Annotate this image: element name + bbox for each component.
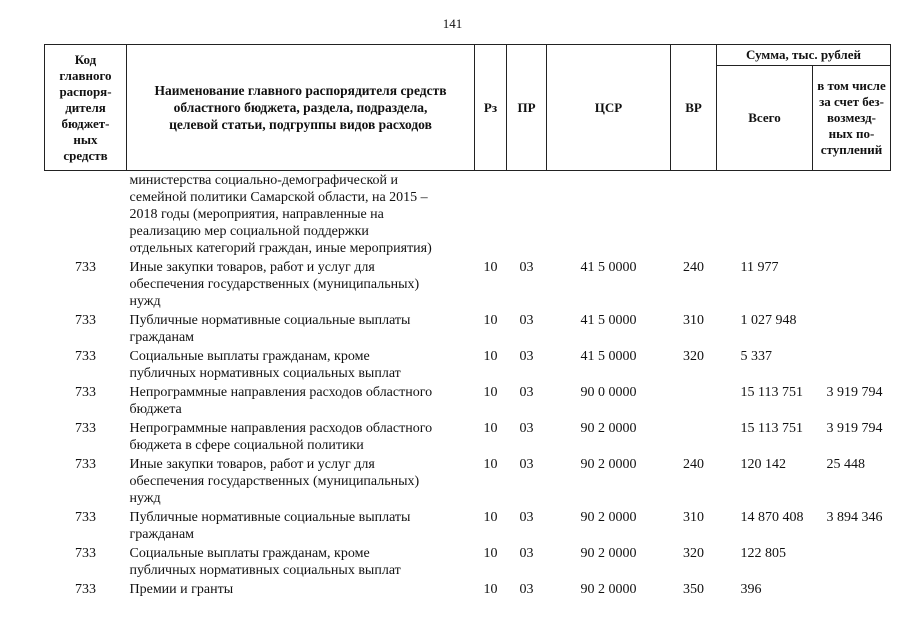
- text-line: реализацию мер социальной поддержки: [129, 224, 369, 239]
- text-line: бюджета в сфере социальной политики: [129, 438, 364, 453]
- text-line: возмезд-: [827, 110, 876, 125]
- table-row: [45, 259, 891, 312]
- cell-total: 122 805: [740, 546, 786, 561]
- text-line: целевой статьи, подгруппы видов расходов: [169, 117, 432, 132]
- cell-csr: 90 2 0000: [580, 457, 637, 472]
- budget-table: [44, 44, 891, 600]
- cell-code: 733: [75, 385, 96, 400]
- cell-csr: [547, 171, 671, 260]
- text-line: ных: [73, 131, 98, 147]
- cell-vr: 320: [683, 349, 704, 364]
- cell-pr: 03: [519, 457, 534, 472]
- header-total: Всего: [717, 66, 813, 171]
- cell-rz: 10: [483, 582, 498, 597]
- cell-code: [45, 171, 127, 260]
- cell-name: [127, 581, 475, 600]
- header-sum: Сумма, тыс. рублей: [717, 45, 891, 66]
- table-row: [45, 312, 891, 348]
- text-line: Публичные нормативные социальные выплаты: [129, 510, 411, 525]
- cell-total: 11 977: [740, 260, 779, 275]
- cell-name: [127, 348, 475, 384]
- cell-code: 733: [75, 546, 96, 561]
- cell-rz: 10: [483, 385, 498, 400]
- cell-rz: 10: [483, 313, 498, 328]
- text-line: бюджет-: [61, 115, 110, 131]
- header-code: [45, 45, 127, 171]
- text-line: главного: [59, 67, 112, 83]
- cell-total: 14 870 408: [740, 510, 804, 525]
- cell-rz: 10: [483, 349, 498, 364]
- table-row: [45, 420, 891, 456]
- text-line: отдельных категорий граждан, иные мероприятия): [129, 241, 432, 256]
- text-line: областного бюджета, раздела, подраздела,: [173, 100, 428, 115]
- cell-free: [813, 259, 891, 312]
- cell-csr: 41 5 0000: [580, 349, 637, 364]
- text-line: Непрограммные направления расходов областного: [129, 421, 433, 436]
- cell-vr: [671, 420, 717, 456]
- text-line: ступлений: [820, 142, 883, 157]
- text-line: бюджета: [129, 402, 182, 417]
- text-line: средств: [63, 147, 108, 163]
- cell-rz: 10: [483, 421, 498, 436]
- cell-vr: 310: [683, 313, 704, 328]
- cell-free: 25 448: [826, 457, 865, 472]
- text-line: семейной политики Самарской области, на 2015 –: [129, 190, 428, 205]
- table-row: [45, 171, 891, 260]
- text-line: Код: [74, 51, 97, 67]
- text-line: публичных нормативных социальных выплат: [129, 563, 401, 578]
- cell-csr: 90 2 0000: [580, 546, 637, 561]
- cell-vr: 240: [683, 260, 704, 275]
- table-row: [45, 509, 891, 545]
- cell-pr: 03: [519, 421, 534, 436]
- cell-pr: 03: [519, 313, 534, 328]
- page-number: 141: [442, 16, 463, 31]
- cell-total: 120 142: [740, 457, 786, 472]
- cell-pr: 03: [519, 349, 534, 364]
- cell-free: [813, 545, 891, 581]
- cell-name: [127, 259, 475, 312]
- table-row: [45, 545, 891, 581]
- cell-total: 1 027 948: [740, 313, 797, 328]
- cell-vr: [671, 171, 717, 260]
- cell-vr: [671, 384, 717, 420]
- cell-csr: 90 2 0000: [580, 582, 637, 597]
- text-line: Премии и гранты: [129, 582, 234, 597]
- text-line: обеспечения государственных (муниципальных): [129, 474, 420, 489]
- cell-vr: 320: [683, 546, 704, 561]
- cell-csr: 90 2 0000: [580, 421, 637, 436]
- cell-name: [127, 509, 475, 545]
- cell-code: 733: [75, 582, 96, 597]
- table-header: [45, 45, 891, 171]
- text-line: Социальные выплаты гражданам, кроме: [129, 349, 370, 364]
- cell-rz: 10: [483, 510, 498, 525]
- text-line: Непрограммные направления расходов областного: [129, 385, 433, 400]
- cell-total: 15 113 751: [740, 385, 803, 400]
- cell-code: 733: [75, 313, 96, 328]
- table-body: [45, 171, 891, 601]
- text-line: гражданам: [129, 330, 195, 345]
- cell-free: 3 919 794: [826, 421, 883, 436]
- cell-free: 3 919 794: [826, 385, 883, 400]
- text-line: распоря-: [59, 83, 112, 99]
- cell-code: 733: [75, 421, 96, 436]
- cell-total: [717, 171, 813, 260]
- text-line: ных по-: [828, 126, 875, 141]
- table-row: [45, 456, 891, 509]
- cell-rz: 10: [483, 457, 498, 472]
- header-pr: ПР: [507, 45, 547, 171]
- cell-total: 5 337: [740, 349, 772, 364]
- cell-free: [813, 348, 891, 384]
- text-line: гражданам: [129, 527, 195, 542]
- text-line: Социальные выплаты гражданам, кроме: [129, 546, 370, 561]
- cell-vr: 310: [683, 510, 704, 525]
- cell-total: 15 113 751: [740, 421, 803, 436]
- text-line: обеспечения государственных (муниципальных): [129, 277, 420, 292]
- cell-name: [127, 384, 475, 420]
- header-rz: Рз: [475, 45, 507, 171]
- table-row: [45, 384, 891, 420]
- cell-code: 733: [75, 260, 96, 275]
- cell-name: [127, 171, 475, 260]
- cell-code: 733: [75, 457, 96, 472]
- cell-pr: [507, 171, 547, 260]
- header-free: [813, 66, 891, 171]
- cell-total: 396: [740, 582, 762, 597]
- text-line: нужд: [129, 491, 161, 506]
- cell-pr: 03: [519, 260, 534, 275]
- cell-vr: 240: [683, 457, 704, 472]
- text-line: Публичные нормативные социальные выплаты: [129, 313, 411, 328]
- text-line: министерства социально-демографической и: [129, 173, 399, 188]
- header-name: [127, 45, 475, 171]
- cell-csr: 41 5 0000: [580, 260, 637, 275]
- cell-csr: 41 5 0000: [580, 313, 637, 328]
- cell-free: 3 894 346: [826, 510, 883, 525]
- header-vr: ВР: [671, 45, 717, 171]
- cell-pr: 03: [519, 582, 534, 597]
- text-line: дителя: [65, 99, 106, 115]
- cell-name: [127, 456, 475, 509]
- text-line: Иные закупки товаров, работ и услуг для: [129, 457, 375, 472]
- table-row: [45, 348, 891, 384]
- cell-pr: 03: [519, 385, 534, 400]
- text-line: за счет без-: [819, 94, 884, 109]
- cell-name: [127, 312, 475, 348]
- cell-vr: 350: [683, 582, 704, 597]
- cell-rz: [475, 171, 507, 260]
- cell-code: 733: [75, 510, 96, 525]
- header-csr: ЦСР: [547, 45, 671, 171]
- cell-csr: 90 2 0000: [580, 510, 637, 525]
- cell-name: [127, 545, 475, 581]
- text-line: Иные закупки товаров, работ и услуг для: [129, 260, 375, 275]
- cell-pr: 03: [519, 546, 534, 561]
- text-line: нужд: [129, 294, 161, 309]
- cell-csr: 90 0 0000: [580, 385, 637, 400]
- cell-rz: 10: [483, 546, 498, 561]
- cell-free: [813, 312, 891, 348]
- cell-pr: 03: [519, 510, 534, 525]
- text-line: в том числе: [817, 78, 886, 93]
- text-line: публичных нормативных социальных выплат: [129, 366, 401, 381]
- cell-name: [127, 420, 475, 456]
- cell-code: 733: [75, 349, 96, 364]
- text-line: Наименование главного распорядителя средств: [154, 83, 447, 98]
- table-row: [45, 581, 891, 600]
- text-line: 2018 годы (мероприятия, направленные на: [129, 207, 384, 222]
- cell-free: [813, 171, 891, 260]
- cell-free: [813, 581, 891, 600]
- cell-rz: 10: [483, 260, 498, 275]
